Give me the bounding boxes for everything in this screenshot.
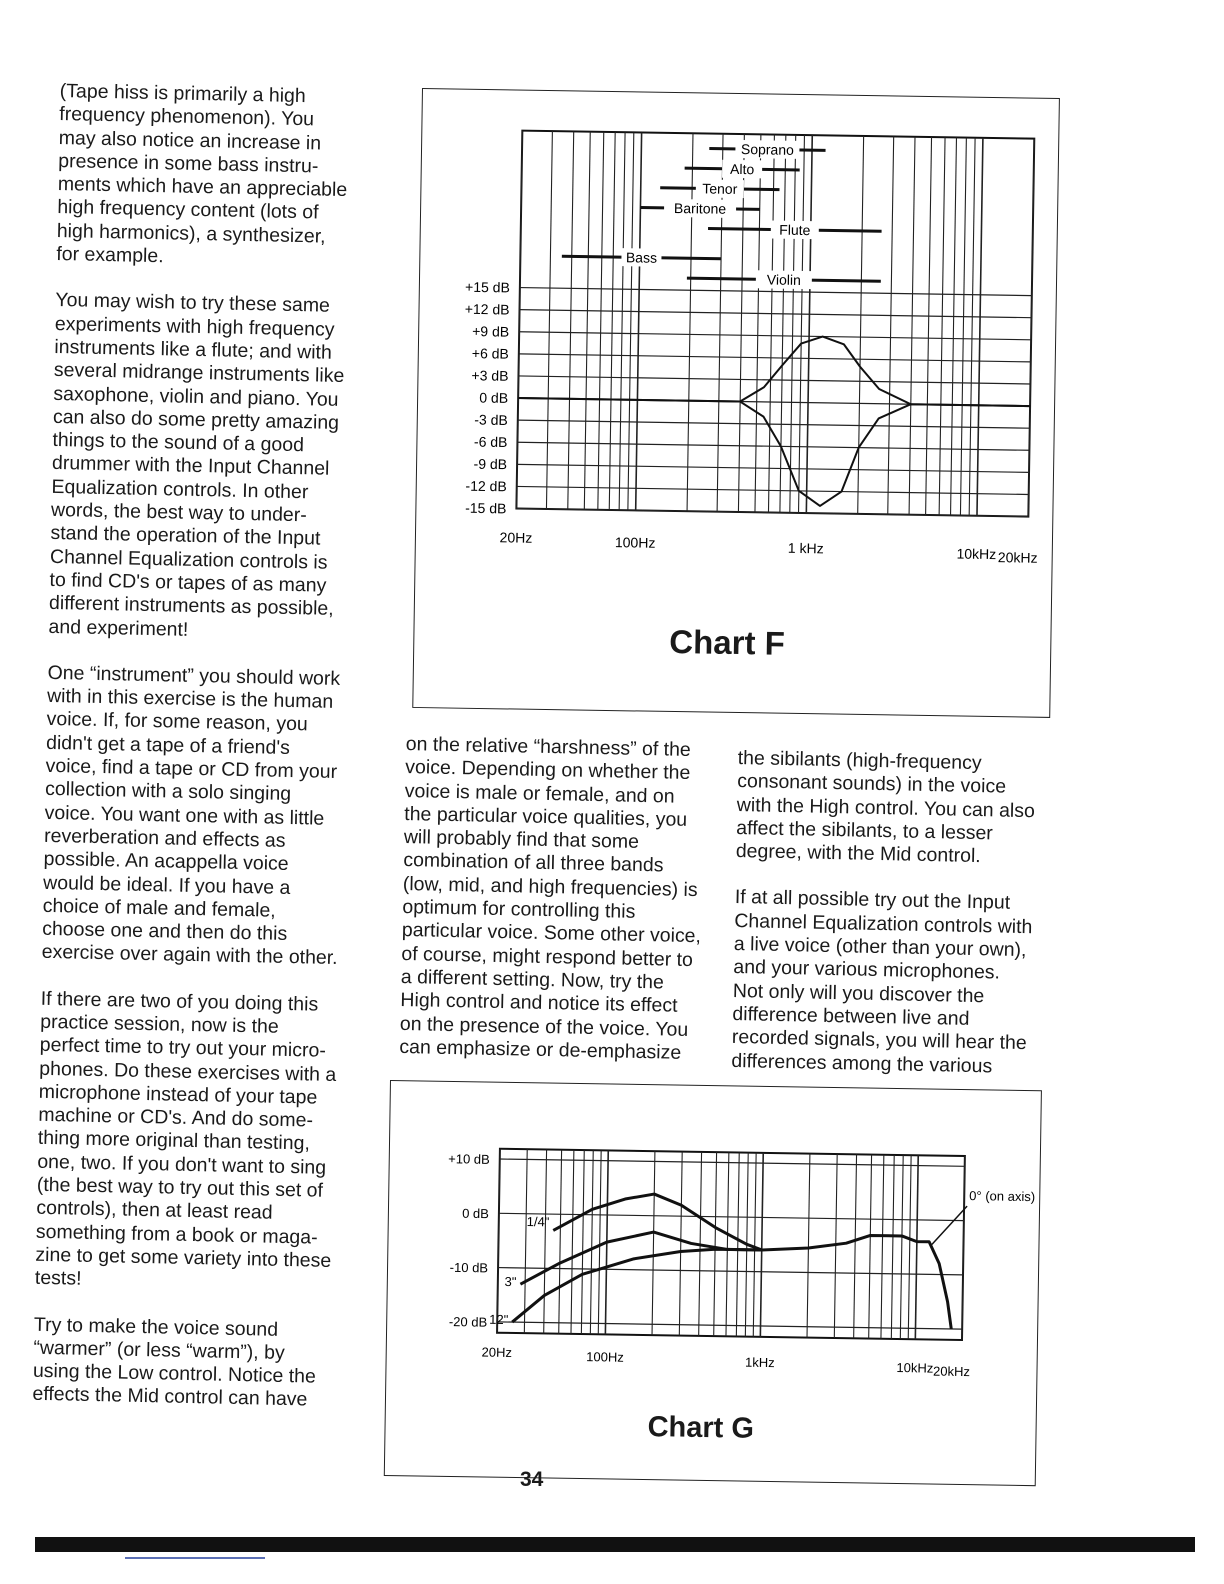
text-line: (the best way to try out this set of	[36, 1173, 324, 1202]
text-line: didn't get a tape of a friend's	[45, 731, 291, 759]
grid-line-vertical	[598, 132, 604, 510]
page-number: 34	[520, 1468, 544, 1491]
grid-line-vertical	[559, 1150, 562, 1334]
text-line: frequency phenomenon). You	[59, 103, 315, 131]
text-line: with the High control. You can also	[736, 793, 1036, 822]
text-line: on the relative “harshness” of the	[405, 733, 692, 761]
paragraph	[399, 733, 726, 1066]
middle-text-column	[399, 733, 726, 1089]
scan-artifact-line	[125, 1557, 265, 1559]
text-line: degree, with the Mid control.	[735, 840, 981, 868]
text-line: zine to get some variety into these	[35, 1243, 332, 1272]
x-tick-label: 1 kHz	[787, 539, 824, 557]
text-line: stand the operation of the Input	[50, 522, 321, 550]
text-line: If there are two of you doing this	[40, 987, 319, 1016]
text-line: to find CD's or tapes of as many	[49, 568, 327, 597]
text-line: collection with a solo singing	[44, 778, 292, 806]
text-line: affect the sibilants, to a lesser	[736, 816, 994, 845]
text-line: presence in some bass instru-	[58, 149, 319, 178]
series-line	[518, 332, 1031, 406]
text-line: of course, might respond better to	[401, 942, 694, 971]
series-line	[553, 1192, 763, 1249]
range-label: Violin	[766, 271, 801, 288]
grid-line-horizontal	[516, 509, 1028, 517]
grid-line-vertical	[679, 1152, 682, 1336]
grid-line-vertical	[753, 1153, 756, 1337]
paragraph	[35, 987, 391, 1297]
text-line: voice is male or female, and on	[404, 779, 675, 808]
grid-line-vertical	[858, 136, 864, 514]
chart-f-box	[412, 88, 1060, 718]
grid-line-vertical	[869, 1155, 872, 1339]
range-label: Soprano	[740, 141, 795, 158]
text-line: on the presence of the voice. You	[399, 1012, 689, 1041]
range-label: Alto	[729, 160, 755, 178]
grid-line-horizontal	[517, 442, 1029, 450]
grid-line-vertical	[609, 132, 615, 510]
chart-g-plot	[386, 1081, 1041, 1391]
grid-line-vertical	[568, 131, 574, 509]
grid-line-horizontal	[518, 420, 1030, 428]
y-tick-label: +3 dB	[471, 367, 509, 384]
chart-f-title: Chart F	[669, 622, 786, 662]
grid-line-vertical	[571, 1150, 574, 1334]
right-text-column	[731, 747, 1068, 1103]
text-line: reverberation and effects as	[43, 824, 286, 852]
range-label: Baritone	[673, 199, 727, 217]
text-line: for example.	[56, 243, 164, 268]
x-tick-label: 20Hz	[481, 1344, 513, 1360]
text-line: the sibilants (high-frequency	[737, 747, 982, 775]
text-line: drummer with the Input Channel	[51, 452, 330, 481]
paragraph	[32, 1313, 384, 1413]
x-tick-label: 1kHz	[745, 1354, 775, 1371]
grid-line-horizontal	[518, 376, 1030, 384]
text-line: would be ideal. If you have a	[42, 871, 291, 899]
grid-line-vertical	[915, 1155, 918, 1339]
text-line: with in this exercise is the human	[46, 684, 334, 713]
left-text-column	[32, 80, 410, 1437]
chart-g-title: Chart G	[647, 1411, 755, 1445]
grid-line-horizontal	[519, 332, 1031, 340]
paragraph	[731, 886, 1065, 1079]
text-line: recorded signals, you will hear the	[731, 1026, 1027, 1055]
grid-line-vertical	[755, 134, 761, 512]
y-tick-label: -9 dB	[473, 455, 508, 473]
y-tick-label: 0 dB	[462, 1205, 490, 1222]
range-label: Bass	[625, 249, 658, 266]
grid-line-horizontal	[520, 310, 1032, 318]
text-line: You may wish to try these same	[55, 289, 331, 318]
grid-line-vertical	[854, 1154, 857, 1338]
y-tick-label: -6 dB	[473, 433, 508, 451]
text-line: voice, find a tape or CD from your	[45, 754, 338, 783]
text-line: exercise over again with the other.	[41, 941, 338, 970]
x-tick-label: 10kHz	[956, 545, 997, 563]
series-label: 3"	[504, 1273, 517, 1290]
grid-line-vertical	[951, 137, 957, 515]
grid-line-vertical	[799, 135, 805, 513]
grid-line-horizontal	[520, 288, 1032, 296]
grid-line-vertical	[806, 135, 812, 513]
grid-line-vertical	[969, 138, 975, 516]
grid-line-vertical	[636, 132, 642, 510]
text-line: different instruments as possible,	[48, 592, 334, 621]
y-tick-label: +6 dB	[471, 345, 509, 362]
text-line: Not only will you discover the	[732, 979, 985, 1007]
x-tick-label: 20Hz	[499, 529, 533, 546]
text-line: and experiment!	[48, 615, 189, 641]
bottom-bar	[35, 1537, 1195, 1552]
text-line: choice of male and female,	[42, 894, 276, 922]
text-line: effects the Mid control can have	[32, 1383, 308, 1411]
grid-line-vertical	[939, 137, 945, 515]
text-line: a different setting. Now, try the	[400, 965, 665, 994]
grid-line-vertical	[891, 1155, 894, 1339]
text-line: voice. You want one with as little	[44, 801, 325, 830]
chart-f-plot	[415, 89, 1059, 619]
text-line: may also notice an increase in	[58, 126, 322, 155]
text-line: can emphasize or de-emphasize	[399, 1035, 682, 1064]
x-tick-label: 10kHz	[896, 1359, 934, 1376]
y-tick-label: +12 dB	[464, 300, 510, 318]
text-line: things to the sound of a good	[52, 429, 305, 457]
x-tick-label: 20kHz	[932, 1363, 971, 1380]
paragraph	[48, 289, 405, 646]
grid-line-vertical	[768, 135, 774, 513]
text-line: perfect time to try out your micro-	[39, 1034, 327, 1063]
text-line: instruments like a flute; and with	[54, 335, 333, 364]
grid-line-vertical	[726, 1152, 729, 1336]
grid-line-vertical	[736, 1152, 739, 1336]
grid-line-vertical	[516, 131, 522, 509]
grid-line-vertical	[687, 133, 693, 511]
grid-line-vertical	[544, 1149, 547, 1333]
annotation-label: 0° (on axis)	[969, 1188, 1036, 1205]
grid-line-vertical	[790, 135, 796, 513]
range-label: Tenor	[702, 180, 738, 197]
grid-line-vertical	[652, 1151, 655, 1335]
x-tick-label: 100Hz	[614, 534, 656, 551]
series-label: 12"	[489, 1311, 509, 1328]
text-line: high harmonics), a synthesizer,	[56, 219, 326, 248]
text-line: experiments with high frequency	[54, 312, 335, 341]
text-line: If at all possible try out the Input	[734, 886, 1011, 915]
grid-line-vertical	[581, 1150, 584, 1334]
grid-line-horizontal	[517, 486, 1029, 494]
range-label: Flute	[779, 221, 811, 239]
text-line: combination of all three bands	[403, 849, 664, 877]
grid-line-vertical	[584, 132, 590, 510]
text-line: particular voice. Some other voice,	[401, 919, 702, 948]
text-line: (low, mid, and high frequencies) is	[402, 872, 698, 901]
grid-line-horizontal	[497, 1322, 962, 1329]
text-line: tests!	[34, 1266, 82, 1290]
text-line: one, two. If you don't want to sing	[37, 1150, 327, 1179]
text-line: microphone instead of your tape	[38, 1080, 318, 1109]
text-line: words, the best way to under-	[50, 498, 307, 527]
series-line	[517, 398, 1031, 509]
x-tick-label: 100Hz	[586, 1349, 624, 1365]
grid-line-vertical	[962, 1156, 965, 1340]
text-line: practice session, now is the	[40, 1010, 279, 1038]
y-tick-label: -10 dB	[449, 1259, 489, 1276]
grid-line-vertical	[628, 132, 634, 510]
text-line: voice. If, for some reason, you	[46, 708, 308, 736]
text-line: machine or CD's. And do some-	[38, 1103, 314, 1132]
y-tick-label: +9 dB	[472, 323, 510, 340]
grid-line-horizontal	[498, 1268, 963, 1275]
text-line: consonant sounds) in the voice	[737, 770, 1007, 798]
grid-line-vertical	[881, 1155, 884, 1339]
text-line: Channel Equalization controls is	[49, 545, 328, 574]
x-tick-label: 20kHz	[997, 549, 1038, 566]
grid-line-vertical	[760, 1153, 763, 1337]
grid-line-vertical	[908, 1155, 911, 1339]
paragraph	[41, 662, 397, 972]
paragraph	[736, 747, 1068, 870]
paragraph	[56, 80, 410, 274]
grid-line-vertical	[888, 136, 894, 514]
text-line: Try to make the voice sound	[33, 1313, 279, 1341]
series-line	[512, 1246, 761, 1326]
text-line: saxophone, violin and piano. You	[53, 382, 339, 411]
text-line: controls), then at least read	[36, 1197, 273, 1225]
grid-line-vertical	[590, 1150, 593, 1334]
text-line: ments which have an appreciable	[57, 173, 348, 202]
text-line: will probably find that some	[403, 826, 640, 854]
chart-g-box	[384, 1080, 1042, 1486]
grid-line-horizontal	[499, 1213, 964, 1220]
grid-line-horizontal	[517, 464, 1029, 472]
y-tick-label: -3 dB	[474, 411, 508, 428]
text-line: (Tape hiss is primarily a high	[59, 80, 306, 108]
text-line: “warmer” (or less “warm”), by	[33, 1336, 285, 1364]
annotation-arrow	[932, 1206, 967, 1246]
text-line: can also do some pretty amazing	[52, 405, 340, 434]
text-line: choose one and then do this	[41, 917, 288, 946]
text-line: and your various microphones.	[733, 956, 1001, 984]
grid-line-vertical	[926, 137, 932, 515]
text-line: optimum for controlling this	[402, 896, 636, 923]
series-line	[760, 1234, 952, 1329]
text-line: phones. Do these exercises with a	[39, 1057, 337, 1086]
grid-line-vertical	[619, 132, 625, 510]
grid-line-vertical	[714, 1152, 717, 1336]
grid-line-vertical	[598, 1150, 601, 1334]
y-tick-label: -12 dB	[465, 477, 507, 495]
text-line: a live voice (other than your own),	[733, 933, 1027, 962]
y-tick-label: +15 dB	[464, 278, 511, 296]
grid-line-vertical	[546, 131, 552, 509]
y-tick-label: -20 dB	[448, 1314, 488, 1330]
text-line: High control and notice its effect	[400, 989, 678, 1018]
text-line: Equalization controls. In other	[51, 475, 309, 504]
grid-line-vertical	[900, 1155, 903, 1339]
text-line: Channel Equalization controls with	[734, 909, 1033, 938]
text-line: possible. An acappella voice	[43, 848, 289, 876]
y-tick-label: +10 dB	[448, 1151, 490, 1167]
text-line: something from a book or maga-	[35, 1220, 318, 1249]
text-line: voice. Depending on whether the	[405, 756, 691, 785]
grid-line-vertical	[909, 137, 915, 515]
text-line: the particular voice qualities, you	[404, 802, 688, 831]
text-line: difference between live and	[732, 1002, 970, 1030]
text-line: thing more original than testing,	[37, 1127, 311, 1155]
grid-line-vertical	[497, 1149, 500, 1333]
series-label: 1/4"	[526, 1214, 550, 1230]
grid-line-vertical	[524, 1149, 527, 1333]
text-line: differences among the various	[731, 1049, 993, 1077]
grid-line-vertical	[1028, 139, 1034, 517]
y-tick-label: 0 dB	[479, 389, 509, 406]
text-line: using the Low control. Notice the	[32, 1359, 317, 1388]
text-line: several midrange instruments like	[53, 359, 345, 388]
grid-line-horizontal	[519, 354, 1031, 362]
text-line: One “instrument” you should work	[47, 661, 341, 690]
y-tick-label: -15 dB	[465, 499, 507, 517]
text-line: high frequency content (lots of	[57, 196, 319, 224]
grid-line-horizontal	[500, 1159, 965, 1166]
plot-frame	[497, 1149, 965, 1340]
grid-line-vertical	[977, 138, 983, 516]
grid-line-vertical	[960, 138, 966, 516]
grid-line-vertical	[807, 1154, 810, 1338]
